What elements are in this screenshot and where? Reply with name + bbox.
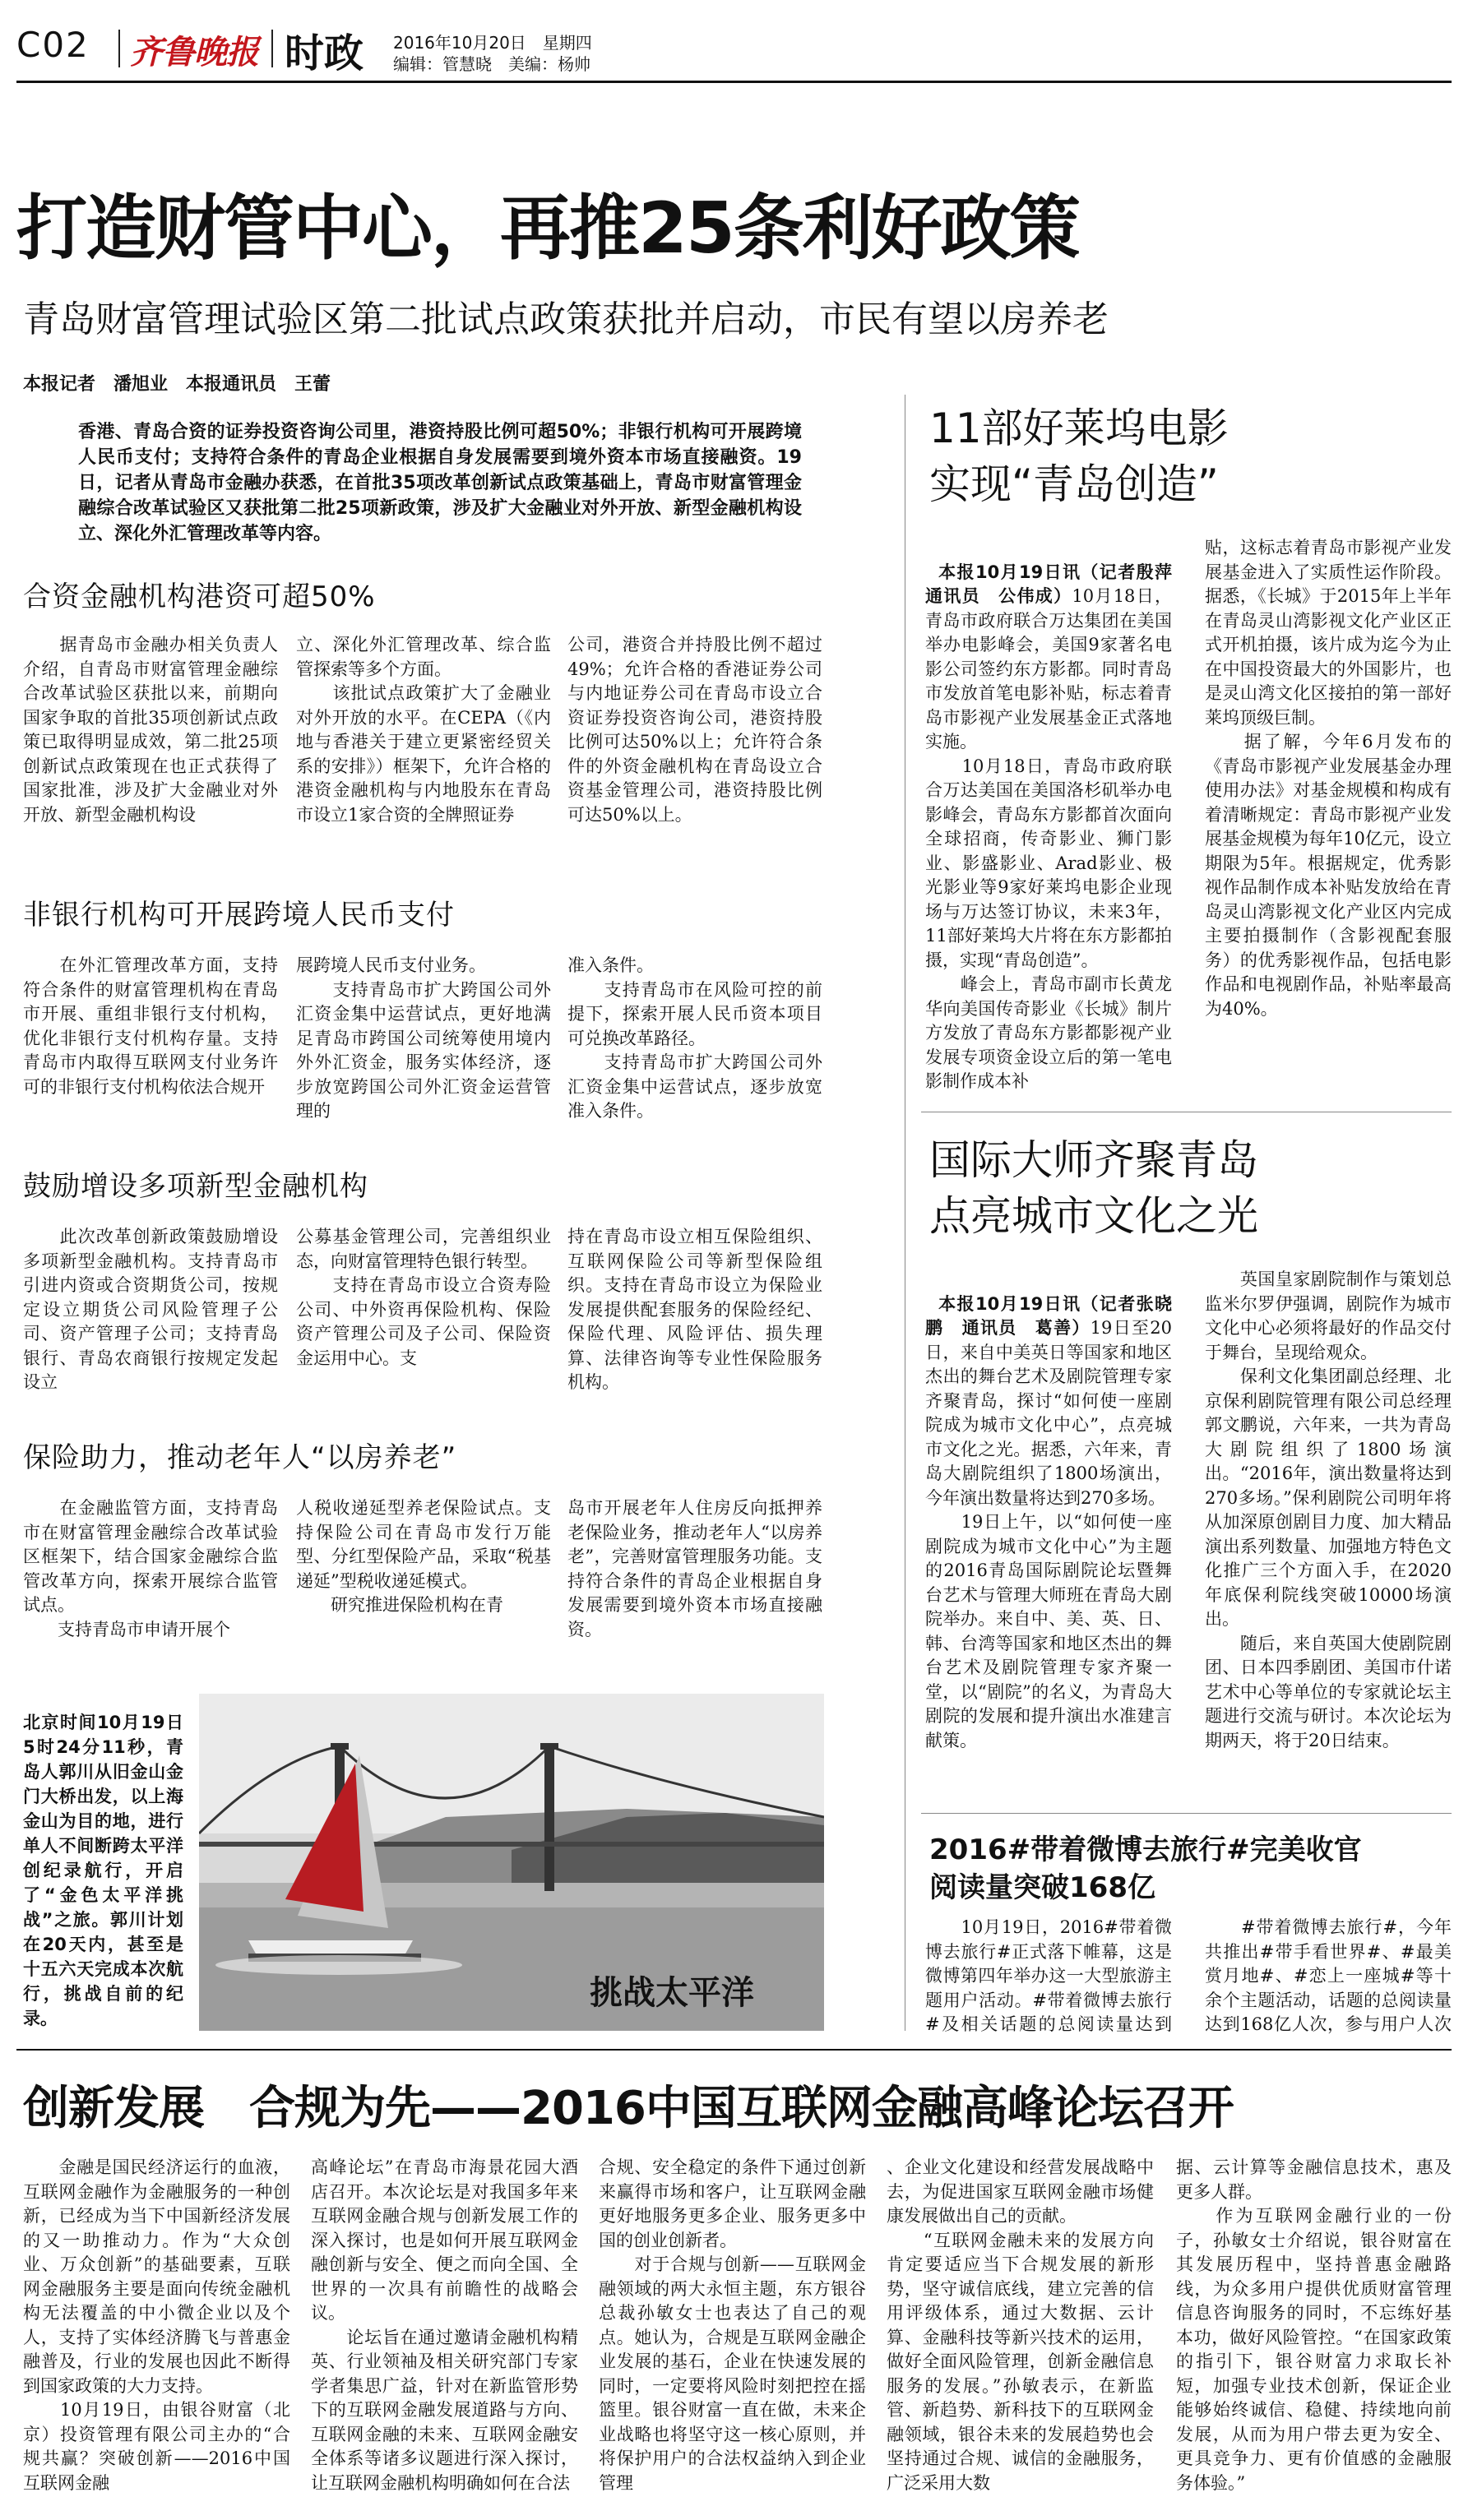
hollywood-dateline: 本报10月19日讯（记者殷萍 通讯员 公伟成） [925, 562, 1172, 606]
hollywood-col-1-text: 10月18日，青岛市政府联合万达集团在美国举办电影峰会，美国9家著名电影公司签约东方影都。同时青岛市发放首笔电影补贴，标志着青岛市影视产业发展基金正式落地实施。 10月18日，青岛市政府联合万达美国在美国洛杉矶举办电影峰会，青岛东方影都首次面向全球招商，传奇影业、狮门影业、影盛影业、Arad影业、极光影业等9家好莱坞电影企业现场与万达签订协议，未来3年，11部好莱坞大片将在东方影都拍摄，实现“青岛创造”。 峰会上，青岛市副市长黄龙华向美国传奇影业《长城》制片方发放了青岛东方影都影视产业发展专项资金设立后的第一笔电影制作成本补 [925, 586, 1172, 1091]
photo-overlay-title: 挑战太平洋 [590, 1974, 754, 2012]
page-number: C02 [16, 25, 90, 65]
forum-headline: 创新发展 合规为先——2016中国互联网金融高峰论坛召开 [23, 2082, 1234, 2135]
hollywood-headline-2: 实现“青岛创造” [929, 460, 1219, 508]
section-heading-1: 合资金融机构港资可超50% [23, 580, 376, 613]
issue-date: 2016年10月20日 星期四 [393, 33, 592, 53]
hollywood-col-1 [925, 536, 1172, 1095]
section-4-col-2: 人税收递延型养老保险试点。支持保险公司在青岛市发行万能型、分红型保险产品，采取“税基递延”型税收递延模式。 研究推进保险机构在青 [296, 1498, 551, 1615]
section-4-col-3: 岛市开展老年人住房反向抵押养老保险业务，推动老年人“以房养老”，完善财富管理服务功能。支持符合条件的青岛企业根据自身发展需要到境外资本市场直接融资。 [567, 1498, 822, 1639]
editor-credits: 编辑：管慧晓 美编：杨帅 [393, 54, 590, 74]
masthead [0, 0, 1468, 79]
masthead-divider [118, 30, 120, 67]
section-1-col-2: 立、深化外汇管理改革、综合监管探索等多个方面。 该批试点政策扩大了金融业对外开放的水平。在CEPA（《内地与香港关于建立更紧密经贸关系的安排》）框架下，允许合格的港资金融机构与内地股东在青岛市设立1家合资的全牌照证券 [296, 635, 551, 825]
masthead-rule [16, 81, 1452, 83]
masthead-divider-2 [271, 30, 273, 67]
paper-logo: 齐鲁晚报 [130, 33, 258, 72]
section-2-col-1: 在外汇管理改革方面，支持符合条件的财富管理机构在青岛市开展、重组非银行支付机构，优化非银行支付机构存量。支持青岛市内取得互联网支付业务许可的非银行支付机构依法合规开 [23, 955, 278, 1097]
weibo-col-1: 10月19日，2016#带着微博去旅行#正式落下帷幕，这是微博第四年举办这一大型旅游主题用户活动。#带着微博去旅行#及相关话题的总阅读量达到 [925, 1917, 1172, 2034]
forum-col-2: 高峰论坛”在青岛市海景花园大酒店召开。本次论坛是对我国多年来互联网金融合规与创新发展工作的深入探讨，也是如何开展互联网金融创新与安全、便之而向全国、全世界的一次具有前瞻性的战略会议。 论坛旨在通过邀请金融机构精英、行业领袖及相关研究部门专家学者集思广益，针对在新监管形势下的互联网金融发展道路与方向、互联网金融的未来、互联网金融安全体系等诸多议题进行深入探讨，让互联网金融机构明确如何在合法 [311, 2157, 578, 2493]
masters-rule [921, 1813, 1452, 1814]
weibo-headline-2: 阅读量突破168亿 [929, 1871, 1155, 1904]
masters-headline-1: 国际大师齐聚青岛 [929, 1136, 1258, 1184]
hollywood-headline-1: 11部好莱坞电影 [929, 405, 1229, 452]
section-4-col-1: 在金融监管方面，支持青岛市在财富管理金融综合改革试验区框架下，结合国家金融综合监管改革方向，探索开展综合监管试点。 支持青岛市申请开展个 [23, 1498, 278, 1639]
weibo-headline-1: 2016#带着微博去旅行#完美收官 [929, 1833, 1362, 1866]
section-name: 时政 [285, 30, 364, 76]
section-2-col-3: 准入条件。 支持青岛市在风险可控的前提下，探索开展人民币资本项目可兑换改革路径。 支持青岛市扩大跨国公司外汇资金集中运营试点，逐步放宽准入条件。 [567, 955, 822, 1121]
section-heading-4: 保险助力，推动老年人“以房养老” [23, 1441, 457, 1474]
section-3-col-2: 公募基金管理公司，完善组织业态，向财富管理特色银行转型。 支持在青岛市设立合资寿险公司、中外资再保险机构、保险资产管理公司及子公司、保险资金运用中心。支 [296, 1227, 551, 1368]
weibo-col-2: #带着微博去旅行#，今年共推出#带手看世界#、#最美赏月地#、#恋上一座城#等十余个主题活动，话题的总阅读量达到168亿人次，参与用户人次 [1205, 1917, 1452, 2034]
section-2-col-2: 展跨境人民币支付业务。 支持青岛市扩大跨国公司外汇资金集中运营试点，更好地满足青岛市跨国公司统筹使用境内外外汇资金，服务实体经济，逐步放宽跨国公司外汇资金运营管理的 [296, 955, 551, 1121]
section-3-col-3: 持在青岛市设立相互保险组织、互联网保险公司等新型保险组织。支持在青岛市设立为保险业发展提供配套服务的保险经纪、保险代理、风险评估、损失理算、法律咨询等专业性保险服务机构。 [567, 1227, 822, 1392]
forum-top-rule [16, 2049, 1452, 2051]
hollywood-col-2: 贴，这标志着青岛市影视产业发展基金进入了实质性运作阶段。据悉，《长城》于2015年上半年在青岛灵山湾影视文化产业区正式开机拍摄，该片成为迄今为止在中国投资最大的外国影片，也是灵山湾文化区接拍的第一部好莱坞顶级巨制。 据了解，今年6月发布的《青岛市影视产业发展基金办理使用办法》对基金规模和构成有着清晰规定：青岛市影视产业发展基金规模为每年10亿元，设立期限为5年。根据规定，优秀影视作品制作成本补贴发放给在青岛灵山湾影视文化产业区内完成主要拍摄制作（含影视配套服务）的优秀影视作品，包括电影作品和电视剧作品，补贴率最高为40%。 [1205, 538, 1452, 1019]
masters-col-2: 英国皇家剧院制作与策划总监米尔罗伊强调，剧院作为城市文化中心必须将最好的作品交付于舞台，呈现给观众。 保利文化集团副总经理、北京保利剧院管理有限公司总经理郭文鹏说，六年来，一共为青岛大剧院组织了1800场演出。“2016年，演出数量将达到270多场。”保利剧院公司明年将从加深原创剧目力度、加大精品演出系列数量、加强地方特色文化推广三个方面入手，在2020年底保利院线突破10000场演出。 随后，来自英国大使剧院剧团、日本四季剧团、美国市什诺艺术中心等单位的专家就论坛主题进行交流与研讨。本次论坛为期两天，将于20日结束。 [1205, 1269, 1452, 1750]
forum-col-3: 合规、安全稳定的条件下通过创新来赢得市场和客户，让互联网金融更好地服务更多企业、服务更多中国的创业创新者。 对于合规与创新——互联网金融领域的两大永恒主题，东方银谷总裁孙敏女士也表达了自己的观点。她认为，合规是互联网金融企业发展的基石，企业在快速发展的同时，一定要将风险时刻把控在摇篮里。银谷财富一直在做，未来企业战略也将坚守这一核心原则，并将保护用户的合法权益纳入到企业管理 [599, 2157, 866, 2493]
section-heading-3: 鼓励增设多项新型金融机构 [23, 1170, 368, 1203]
main-subhead: 青岛财富管理试验区第二批试点政策获批并启动，市民有望以房养老 [23, 298, 1109, 340]
section-1-col-3: 公司，港资合并持股比例不超过49%；允许合格的香港证券公司与内地证券公司在青岛市设立合资证券投资咨询公司，港资持股比例可达50%以上；允许符合条件的外资金融机构在青岛设立合资基金管理公司，港资持股比例可达50%以上。 [567, 635, 822, 825]
section-1-col-1: 据青岛市金融办相关负责人介绍，自青岛市财富管理金融综合改革试验区获批以来，前期向国家争取的首批35项创新试点政策已取得明显成效，第二批25项创新试点政策现在也正式获得了国家批准，涉及扩大金融业对外开放、新型金融机构设 [23, 635, 278, 825]
section-3-col-1: 此次改革创新政策鼓励增设多项新型金融机构。支持青岛市引进内资或合资期货公司，按规定设立期货公司风险管理子公司、资产管理子公司；支持青岛银行、青岛农商银行按规定发起设立 [23, 1227, 278, 1392]
byline: 本报记者 潘旭业 本报通讯员 王蕾 [23, 374, 331, 395]
forum-col-4: 、企业文化建设和经营发展战略中去，为促进国家互联网金融市场健康发展做出自己的贡献。 “互联网金融未来的发展方向肯定要适应当下合规发展的新形势，坚守诚信底线，建立完善的信用评级体系，通过大数据、云计算、金融科技等新兴技术的运用，做好全面风险管理，创新金融信息服务的发展。”孙敏表示，在新监管、新趋势、新科技下的互联网金融领域，银谷未来的发展趋势也会坚持通过合规、诚信的金融服务，广泛采用大数 [887, 2157, 1154, 2493]
section-heading-2: 非银行机构可开展跨境人民币支付 [23, 899, 455, 932]
masters-col-1-text: 19日至20日，来自中美英日等国家和地区杰出的舞台艺术及剧院管理专家齐聚青岛，探讨“如何使一座剧院成为城市文化中心”，点亮城市文化之光。据悉，六年来，青岛大剧院组织了1800场演出，今年演出数量将达到270多场。 19日上午，以“如何使一座剧院成为城市文化中心”为主题的2016青岛国际剧院论坛暨舞台艺术与管理大师班在青岛大剧院举办。来自中、美、英、日、韩、台湾等国家和地区杰出的舞台艺术及剧院管理专家齐聚一堂，以“剧院”的名义，为青岛大剧院的发展和提升演出水准建言献策。 [925, 1318, 1172, 1750]
masters-col-1 [925, 1268, 1172, 1810]
masters-headline-2: 点亮城市文化之光 [929, 1192, 1258, 1240]
lead-paragraph: 香港、青岛合资的证券投资咨询公司里，港资持股比例可超50%；非银行机构可开展跨境人民币支付；支持符合条件的青岛企业根据自身发展需要到境外资本市场直接融资。19日，记者从青岛市金融办获悉，在首批35项改革创新试点政策基础上，青岛市财富管理金融综合改革试验区又获批第二批25项新政策，涉及扩大金融业对外开放、新型金融机构设立、深化外汇管理改革等内容。 [78, 422, 802, 544]
masters-dateline: 本报10月19日讯（记者张晓鹏 通讯员 葛善） [925, 1293, 1172, 1338]
forum-col-5: 据、云计算等金融信息技术，惠及更多人群。 作为互联网金融行业的一份子，孙敏女士介绍说，银谷财富在其发展历程中，坚持普惠金融路线，为众多用户提供优质财富管理信息咨询服务的同时，不忘练好基本功，做好风险管控。“在国家政策的指引下，银谷财富力求取长补短，加强专业技术创新，保证企业能够始终诚信、稳健、持续地向前发展，从而为用户带去更为安全、更具竞争力、更有价值感的金融服务体验。” [1176, 2157, 1452, 2493]
main-headline: 打造财管中心，再推25条利好政策 [16, 187, 1079, 270]
forum-col-1: 金融是国民经济运行的血液，互联网金融作为金融服务的一种创新，已经成为当下中国新经济发展的又一助推动力。作为“大众创业、万众创新”的基础要素，互联网金融服务主要是面向传统金融机构无法覆盖的中小微企业以及个人，支持了实体经济腾飞与普惠金融普及，行业的发展也因此不断得到国家政策的大力支持。 10月19日，由银谷财富（北京）投资管理有限公司主办的“合规共赢？突破创新——2016中国互联网金融 [23, 2157, 290, 2493]
photo-sailboat [199, 1694, 824, 2031]
photo-caption: 北京时间10月19日5时24分11秒，青岛人郭川从旧金山金门大桥出发，以上海金山为目的地，进行单人不间断跨太平洋创纪录航行，开启了“金色太平洋挑战”之旅。郭川计划在20天内，甚至是十五六天完成本次航行，挑战自前的纪录。 [23, 1713, 183, 2028]
